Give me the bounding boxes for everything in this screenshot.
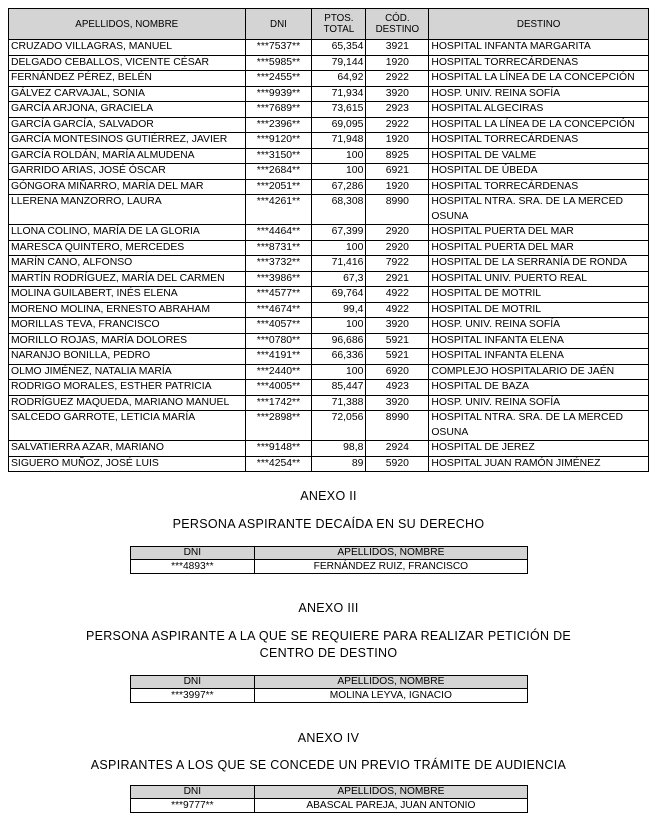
cell-name: OLMO JIMÉNEZ, NATALIA MARÍA	[9, 364, 246, 380]
cell-name: GARRIDO ARIAS, JOSÉ ÓSCAR	[9, 164, 246, 180]
cell-code: 8990	[366, 195, 429, 225]
cell-dni: ***4261**	[245, 195, 312, 225]
cell-code: 3921	[366, 40, 429, 56]
table-row	[9, 133, 649, 149]
cell-name: SALVATIERRA AZAR, MARIANO	[9, 441, 246, 457]
cell-destination: HOSP. UNIV. REINA SOFÍA	[429, 318, 649, 334]
annex2-row	[131, 560, 528, 574]
cell-name: LLERENA MANZORRO, LAURA	[9, 195, 246, 225]
table-row	[9, 364, 649, 380]
cell-destination: HOSPITAL LA LÍNEA DE LA CONCEPCIÓN	[429, 117, 649, 133]
cell-destination: HOSPITAL NTRA. SRA. DE LA MERCED OSUNA	[429, 411, 649, 441]
cell-dni: ***4057**	[245, 318, 312, 334]
cell-name: MOLINA GUILABERT, INÉS ELENA	[9, 287, 246, 303]
table-row	[9, 71, 649, 87]
cell-name: GARCÍA MONTESINOS GUTIÉRREZ, JAVIER	[9, 133, 246, 149]
annex2-title: ANEXO II	[300, 489, 357, 503]
annex2-header-name: APELLIDOS, NOMBRE	[254, 547, 527, 560]
header-points-line1: PTOS.	[324, 13, 354, 24]
cell-points: 72,056	[312, 411, 366, 441]
cell-points: 100	[312, 240, 366, 256]
cell-code: 5921	[366, 333, 429, 349]
cell-code: 2922	[366, 117, 429, 133]
cell-destination: HOSPITAL PUERTA DEL MAR	[429, 240, 649, 256]
header-points-line2: TOTAL	[323, 24, 355, 35]
cell-dni: ***7537**	[245, 40, 312, 56]
cell-name: SIGUERO MUÑOZ, JOSÉ LUIS	[9, 456, 246, 472]
cell-dni: ***4674**	[245, 302, 312, 318]
annex4-table	[130, 785, 528, 813]
cell-points: 100	[312, 318, 366, 334]
cell-points: 65,354	[312, 40, 366, 56]
cell-dni: ***7689**	[245, 102, 312, 118]
cell-points: 96,686	[312, 333, 366, 349]
cell-code: 1920	[366, 133, 429, 149]
destinations-table	[8, 8, 649, 472]
cell-dni: ***4005**	[245, 380, 312, 396]
table-row	[9, 349, 649, 365]
cell-points: 66,336	[312, 349, 366, 365]
cell-dni: ***3986**	[245, 271, 312, 287]
cell-points: 67,3	[312, 271, 366, 287]
cell-destination: HOSPITAL UNIV. PUERTO REAL	[429, 271, 649, 287]
table-row	[9, 395, 649, 411]
cell-dni: ***8731**	[245, 240, 312, 256]
header-dni: DNI	[245, 9, 312, 40]
annex2-header-row	[131, 547, 528, 560]
table-row	[9, 179, 649, 195]
cell-dni: ***3732**	[245, 256, 312, 272]
header-name: APELLIDOS, NOMBRE	[9, 9, 246, 40]
cell-name: MORILLO ROJAS, MARÍA DOLORES	[9, 333, 246, 349]
cell-code: 5920	[366, 456, 429, 472]
cell-code: 2923	[366, 102, 429, 118]
cell-name: MARÍN CANO, ALFONSO	[9, 256, 246, 272]
annex4-header-name: APELLIDOS, NOMBRE	[254, 786, 527, 799]
cell-code: 8925	[366, 148, 429, 164]
cell-code: 8990	[366, 411, 429, 441]
cell-destination: HOSPITAL DE LA SERRANÍA DE RONDA	[429, 256, 649, 272]
cell-name: LLONA COLINO, MARÍA DE LA GLORIA	[9, 225, 246, 241]
cell-name: FERNÁNDEZ PÉREZ, BELÉN	[9, 71, 246, 87]
cell-name: CRUZADO VILLAGRAS, MANUEL	[9, 40, 246, 56]
table-row	[9, 271, 649, 287]
cell-dni: ***9120**	[245, 133, 312, 149]
cell-code: 2921	[366, 271, 429, 287]
cell-destination: HOSPITAL DE VALME	[429, 148, 649, 164]
cell-dni: ***3150**	[245, 148, 312, 164]
header-points	[312, 9, 366, 40]
table-row	[9, 148, 649, 164]
cell-destination: HOSPITAL NTRA. SRA. DE LA MERCED OSUNA	[429, 195, 649, 225]
cell-code: 2922	[366, 71, 429, 87]
cell-destination: HOSPITAL DE MOTRIL	[429, 287, 649, 303]
cell-code: 4922	[366, 302, 429, 318]
annex4-subtitle: ASPIRANTES A LOS QUE SE CONCEDE UN PREVIO TRÁMITE DE AUDIENCIA	[90, 758, 567, 772]
cell-points: 71,416	[312, 256, 366, 272]
annex4-header-row	[131, 786, 528, 799]
table-row	[9, 333, 649, 349]
cell-points: 67,399	[312, 225, 366, 241]
cell-name: GÓNGORA MIÑARRO, MARÍA DEL MAR	[9, 179, 246, 195]
cell-destination: HOSPITAL DE ÚBEDA	[429, 164, 649, 180]
cell-destination: HOSPITAL TORRECÁRDENAS	[429, 179, 649, 195]
table-row	[9, 256, 649, 272]
cell-name: MORENO MOLINA, ERNESTO ABRAHAM	[9, 302, 246, 318]
cell-destination: HOSPITAL TORRECÁRDENAS	[429, 55, 649, 71]
annex4-dni: ***9777**	[131, 799, 255, 813]
table-row	[9, 302, 649, 318]
cell-dni: ***2898**	[245, 411, 312, 441]
cell-code: 4922	[366, 287, 429, 303]
cell-name: RODRÍGUEZ MAQUEDA, MARIANO MANUEL	[9, 395, 246, 411]
cell-dni: ***4464**	[245, 225, 312, 241]
cell-name: GARCÍA ARJONA, GRACIELA	[9, 102, 246, 118]
cell-destination: COMPLEJO HOSPITALARIO DE JAÉN	[429, 364, 649, 380]
cell-dni: ***2684**	[245, 164, 312, 180]
cell-code: 2924	[366, 441, 429, 457]
cell-points: 69,764	[312, 287, 366, 303]
cell-name: DELGADO CEBALLOS, VICENTE CÉSAR	[9, 55, 246, 71]
cell-code: 6921	[366, 164, 429, 180]
cell-points: 71,934	[312, 86, 366, 102]
cell-code: 7922	[366, 256, 429, 272]
annex2-name: FERNÁNDEZ RUIZ, FRANCISCO	[254, 560, 527, 574]
table-header-row	[9, 9, 649, 40]
table-row	[9, 225, 649, 241]
cell-code: 2920	[366, 240, 429, 256]
cell-dni: ***0780**	[245, 333, 312, 349]
cell-destination: HOSPITAL JUAN RAMÓN JIMÉNEZ	[429, 456, 649, 472]
table-row	[9, 195, 649, 225]
cell-name: SALCEDO GARROTE, LETICIA MARÍA	[9, 411, 246, 441]
cell-dni: ***4191**	[245, 349, 312, 365]
cell-destination: HOSPITAL ALGECIRAS	[429, 102, 649, 118]
cell-points: 71,948	[312, 133, 366, 149]
cell-code: 3920	[366, 395, 429, 411]
cell-points: 64,92	[312, 71, 366, 87]
cell-name: NARANJO BONILLA, PEDRO	[9, 349, 246, 365]
annex4-row	[131, 799, 528, 813]
cell-name: GARCÍA GARCÍA, SALVADOR	[9, 117, 246, 133]
cell-dni: ***1742**	[245, 395, 312, 411]
cell-points: 100	[312, 164, 366, 180]
cell-name: GARCÍA ROLDÁN, MARÍA ALMUDENA	[9, 148, 246, 164]
cell-points: 68,308	[312, 195, 366, 225]
annex3-header-name: APELLIDOS, NOMBRE	[254, 676, 527, 689]
cell-name: RODRIGO MORALES, ESTHER PATRICIA	[9, 380, 246, 396]
header-code-line1: CÓD.	[385, 13, 410, 24]
cell-code: 2920	[366, 225, 429, 241]
table-row	[9, 117, 649, 133]
cell-destination: HOSPITAL DE MOTRIL	[429, 302, 649, 318]
table-row	[9, 86, 649, 102]
cell-dni: ***2051**	[245, 179, 312, 195]
cell-points: 69,095	[312, 117, 366, 133]
table-row	[9, 164, 649, 180]
cell-destination: HOSPITAL PUERTA DEL MAR	[429, 225, 649, 241]
cell-code: 1920	[366, 179, 429, 195]
cell-name: MARESCA QUINTERO, MERCEDES	[9, 240, 246, 256]
table-row	[9, 411, 649, 441]
annex3-table	[130, 675, 528, 703]
table-row	[9, 441, 649, 457]
cell-code: 6920	[366, 364, 429, 380]
cell-dni: ***5985**	[245, 55, 312, 71]
cell-dni: ***4577**	[245, 287, 312, 303]
cell-code: 1920	[366, 55, 429, 71]
header-code	[366, 9, 429, 40]
cell-destination: HOSP. UNIV. REINA SOFÍA	[429, 86, 649, 102]
annex3-name: MOLINA LEYVA, IGNACIO	[254, 689, 527, 703]
cell-destination: HOSPITAL DE BAZA	[429, 380, 649, 396]
annex2-dni: ***4893**	[131, 560, 255, 574]
table-row	[9, 40, 649, 56]
cell-points: 73,615	[312, 102, 366, 118]
cell-destination: HOSP. UNIV. REINA SOFÍA	[429, 395, 649, 411]
cell-dni: ***9148**	[245, 441, 312, 457]
cell-dni: ***9939**	[245, 86, 312, 102]
cell-destination: HOSPITAL LA LÍNEA DE LA CONCEPCIÓN	[429, 71, 649, 87]
annex2-table	[130, 546, 528, 574]
cell-points: 98,8	[312, 441, 366, 457]
header-code-line2: DESTINO	[375, 24, 420, 35]
table-row	[9, 102, 649, 118]
cell-destination: HOSPITAL DE JEREZ	[429, 441, 649, 457]
cell-dni: ***2396**	[245, 117, 312, 133]
annex4-title: ANEXO IV	[297, 731, 360, 745]
annex4-name: ABASCAL PAREJA, JUAN ANTONIO	[254, 799, 527, 813]
annex3-subtitle-line1: PERSONA ASPIRANTE A LA QUE SE REQUIERE PARA REALIZAR PETICIÓN DE	[85, 629, 572, 643]
cell-destination: HOSPITAL INFANTA MARGARITA	[429, 40, 649, 56]
annex3-title: ANEXO III	[298, 601, 359, 615]
cell-points: 67,286	[312, 179, 366, 195]
annex3-header-dni: DNI	[131, 676, 255, 689]
cell-points: 100	[312, 148, 366, 164]
cell-name: GÁLVEZ CARVAJAL, SONIA	[9, 86, 246, 102]
annex2-subtitle: PERSONA ASPIRANTE DECAÍDA EN SU DERECHO	[172, 517, 485, 531]
cell-name: MARTÍN RODRÍGUEZ, MARÍA DEL CARMEN	[9, 271, 246, 287]
cell-destination: HOSPITAL INFANTA ELENA	[429, 333, 649, 349]
table-row	[9, 318, 649, 334]
table-row	[9, 287, 649, 303]
cell-code: 3920	[366, 86, 429, 102]
annex3-dni: ***3997**	[131, 689, 255, 703]
cell-destination: HOSPITAL TORRECÁRDENAS	[429, 133, 649, 149]
annex4-header-dni: DNI	[131, 786, 255, 799]
table-row	[9, 240, 649, 256]
annex3-header-row	[131, 676, 528, 689]
table-row	[9, 380, 649, 396]
cell-points: 89	[312, 456, 366, 472]
cell-points: 100	[312, 364, 366, 380]
cell-dni: ***4254**	[245, 456, 312, 472]
cell-name: MORILLAS TEVA, FRANCISCO	[9, 318, 246, 334]
cell-code: 5921	[366, 349, 429, 365]
cell-points: 79,144	[312, 55, 366, 71]
cell-points: 71,388	[312, 395, 366, 411]
cell-points: 85,447	[312, 380, 366, 396]
cell-points: 99,4	[312, 302, 366, 318]
annex2-header-dni: DNI	[131, 547, 255, 560]
cell-code: 3920	[366, 318, 429, 334]
table-row	[9, 456, 649, 472]
table-row	[9, 55, 649, 71]
cell-code: 4923	[366, 380, 429, 396]
annex3-subtitle-line2: CENTRO DE DESTINO	[259, 646, 398, 660]
header-destination: DESTINO	[429, 9, 649, 40]
cell-dni: ***2440**	[245, 364, 312, 380]
annex3-row	[131, 689, 528, 703]
cell-dni: ***2455**	[245, 71, 312, 87]
cell-destination: HOSPITAL INFANTA ELENA	[429, 349, 649, 365]
